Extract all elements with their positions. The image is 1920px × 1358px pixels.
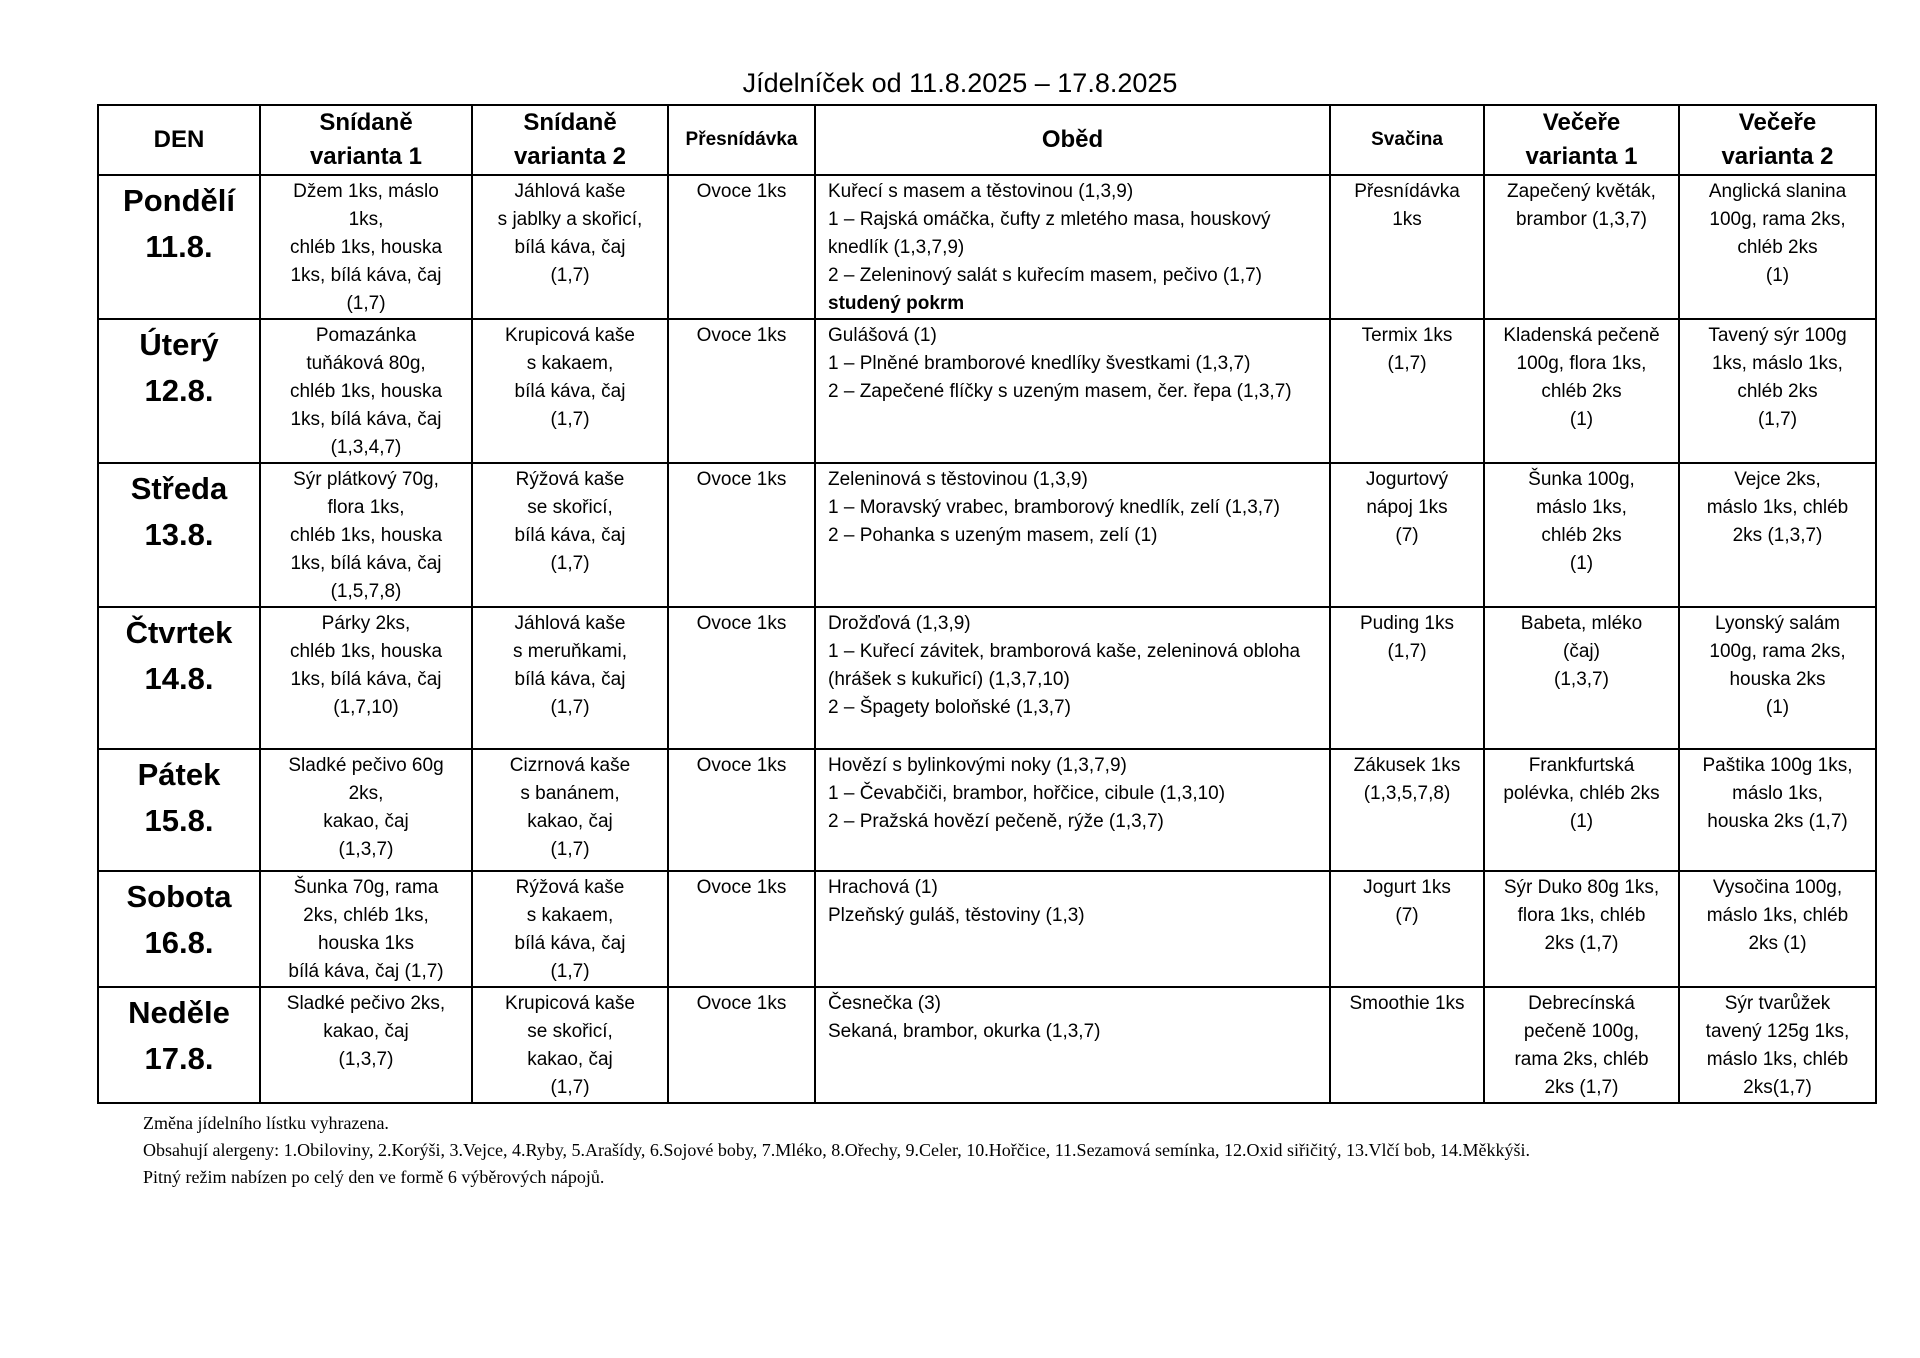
afternoon-snack-cell: Přesnídávka 1ks (1330, 175, 1484, 319)
dinner-2-cell: Anglická slanina 100g, rama 2ks, chléb 2ks (1) (1679, 175, 1876, 319)
table-row (98, 607, 1876, 749)
table-row (98, 871, 1876, 987)
dinner-1-cell: Kladenská pečeně 100g, flora 1ks, chléb 2ks (1) (1484, 319, 1679, 463)
breakfast-1-cell: Šunka 70g, rama 2ks, chléb 1ks, houska 1ks bílá káva, čaj (1,7) (260, 871, 472, 987)
morning-snack-cell: Ovoce 1ks (668, 749, 815, 871)
header-morning-snack: Přesnídávka (668, 105, 815, 175)
cold-dish-note: studený pokrm (828, 293, 965, 314)
dinner-2-cell: Vysočina 100g, máslo 1ks, chléb 2ks (1) (1679, 871, 1876, 987)
breakfast-2-cell: Rýžová kaše se skořicí, bílá káva, čaj (1,7) (472, 463, 668, 607)
afternoon-snack-cell: Zákusek 1ks (1,3,5,7,8) (1330, 749, 1484, 871)
dinner-2-cell: Vejce 2ks, máslo 1ks, chléb 2ks (1,3,7) (1679, 463, 1876, 607)
dinner-1-cell: Sýr Duko 80g 1ks, flora 1ks, chléb 2ks (1,7) (1484, 871, 1679, 987)
breakfast-1-cell: Sladké pečivo 60g 2ks, kakao, čaj (1,3,7) (260, 749, 472, 871)
day-cell: Pátek 15.8. (98, 749, 260, 871)
footer-notes (143, 1110, 1530, 1191)
day-cell: Úterý 12.8. (98, 319, 260, 463)
morning-snack-cell: Ovoce 1ks (668, 871, 815, 987)
dinner-1-cell: Babeta, mléko (čaj) (1,3,7) (1484, 607, 1679, 749)
page-title: Jídelníček od 11.8.2025 – 17.8.2025 (742, 68, 1178, 98)
breakfast-2-cell: Jáhlová kaše s jablky a skořicí, bílá káva, čaj (1,7) (472, 175, 668, 319)
morning-snack-cell: Ovoce 1ks (668, 987, 815, 1103)
table-row (98, 987, 1876, 1103)
lunch-cell: Zeleninová s těstovinou (1,3,9) 1 – Moravský vrabec, bramborový knedlík, zelí (1,3,7) 2 – Pohanka s uzeným masem, zelí (1) (815, 463, 1330, 607)
morning-snack-cell: Ovoce 1ks (668, 463, 815, 607)
afternoon-snack-cell: Smoothie 1ks (1330, 987, 1484, 1103)
breakfast-2-cell: Rýžová kaše s kakaem, bílá káva, čaj (1,7) (472, 871, 668, 987)
breakfast-2-cell: Krupicová kaše se skořicí, kakao, čaj (1,7) (472, 987, 668, 1103)
afternoon-snack-cell: Jogurt 1ks (7) (1330, 871, 1484, 987)
change-reserved-note: Změna jídelního lístku vyhrazena. (143, 1113, 389, 1133)
dinner-1-cell: Frankfurtská polévka, chléb 2ks (1) (1484, 749, 1679, 871)
afternoon-snack-cell: Jogurtový nápoj 1ks (7) (1330, 463, 1484, 607)
breakfast-1-cell: Sladké pečivo 2ks, kakao, čaj (1,3,7) (260, 987, 472, 1103)
lunch-cell: Hovězí s bylinkovými noky (1,3,7,9) 1 – Čevabčiči, brambor, hořčice, cibule (1,3,10) 2 – Pražská hovězí pečeně, rýže (1,3,7) (815, 749, 1330, 871)
lunch-cell: Kuřecí s masem a těstovinou (1,3,9) 1 – Rajská omáčka, čufty z mletého masa, houskový knedlík (1,3,7,9) 2 – Zeleninový salát s kuřecím masem, pečivo (1,7) studený pokrm (815, 175, 1330, 319)
table-row (98, 319, 1876, 463)
day-cell: Středa 13.8. (98, 463, 260, 607)
breakfast-2-cell: Cizrnová kaše s banánem, kakao, čaj (1,7) (472, 749, 668, 871)
day-cell: Čtvrtek 14.8. (98, 607, 260, 749)
dinner-1-cell: Zapečený květák, brambor (1,3,7) (1484, 175, 1679, 319)
dinner-2-cell: Sýr tvarůžek tavený 125g 1ks, máslo 1ks, chléb 2ks(1,7) (1679, 987, 1876, 1103)
dinner-1-cell: Šunka 100g, máslo 1ks, chléb 2ks (1) (1484, 463, 1679, 607)
drinking-regime-note: Pitný režim nabízen po celý den ve formě 6 výběrových nápojů. (143, 1167, 605, 1187)
breakfast-1-cell: Sýr plátkový 70g, flora 1ks, chléb 1ks, houska 1ks, bílá káva, čaj (1,5,7,8) (260, 463, 472, 607)
menu-table (97, 104, 1877, 1104)
lunch-cell: Gulášová (1) 1 – Plněné bramborové knedlíky švestkami (1,3,7) 2 – Zapečené flíčky s uzeným masem, čer. řepa (1,3,7) (815, 319, 1330, 463)
dinner-2-cell: Paštika 100g 1ks, máslo 1ks, houska 2ks (1,7) (1679, 749, 1876, 871)
lunch-cell: Drožďová (1,3,9) 1 – Kuřecí závitek, bramborová kaše, zeleninová obloha (hrášek s kukuřicí) (1,3,7,10) 2 – Špagety boloňské (1,3,7) (815, 607, 1330, 749)
table-row (98, 175, 1876, 319)
header-day: DEN (98, 105, 260, 175)
dinner-2-cell: Tavený sýr 100g 1ks, máslo 1ks, chléb 2ks (1,7) (1679, 319, 1876, 463)
day-cell: Neděle 17.8. (98, 987, 260, 1103)
header-dinner-2: Večeře varianta 2 (1679, 105, 1876, 175)
dinner-1-cell: Debrecínská pečeně 100g, rama 2ks, chléb 2ks (1,7) (1484, 987, 1679, 1103)
breakfast-1-cell: Párky 2ks, chléb 1ks, houska 1ks, bílá káva, čaj (1,7,10) (260, 607, 472, 749)
lunch-cell: Hrachová (1) Plzeňský guláš, těstoviny (1,3) (815, 871, 1330, 987)
day-cell: Pondělí 11.8. (98, 175, 260, 319)
table-row (98, 463, 1876, 607)
breakfast-1-cell: Pomazánka tuňáková 80g, chléb 1ks, houska 1ks, bílá káva, čaj (1,3,4,7) (260, 319, 472, 463)
morning-snack-cell: Ovoce 1ks (668, 607, 815, 749)
afternoon-snack-cell: Puding 1ks (1,7) (1330, 607, 1484, 749)
morning-snack-cell: Ovoce 1ks (668, 319, 815, 463)
allergen-legend: Obsahují alergeny: 1.Obiloviny, 2.Korýši, 3.Vejce, 4.Ryby, 5.Arašídy, 6.Sojové boby, 7.Mléko, 8.Ořechy, 9.Celer, 10.Hořčice, 11.Sezamová semínka, 12.Oxid siřičitý, 13.Vlčí bob, 14.Měkkýši. (143, 1140, 1530, 1160)
dinner-2-cell: Lyonský salám 100g, rama 2ks, houska 2ks (1) (1679, 607, 1876, 749)
table-row (98, 749, 1876, 871)
morning-snack-cell: Ovoce 1ks (668, 175, 815, 319)
lunch-cell: Česnečka (3) Sekaná, brambor, okurka (1,3,7) (815, 987, 1330, 1103)
header-breakfast-1: Snídaně varianta 1 (260, 105, 472, 175)
breakfast-1-cell: Džem 1ks, máslo 1ks, chléb 1ks, houska 1ks, bílá káva, čaj (1,7) (260, 175, 472, 319)
header-dinner-1: Večeře varianta 1 (1484, 105, 1679, 175)
header-lunch: Oběd (815, 105, 1330, 175)
header-afternoon-snack: Svačina (1330, 105, 1484, 175)
day-cell: Sobota 16.8. (98, 871, 260, 987)
breakfast-2-cell: Krupicová kaše s kakaem, bílá káva, čaj (1,7) (472, 319, 668, 463)
afternoon-snack-cell: Termix 1ks (1,7) (1330, 319, 1484, 463)
breakfast-2-cell: Jáhlová kaše s meruňkami, bílá káva, čaj (1,7) (472, 607, 668, 749)
header-breakfast-2: Snídaně varianta 2 (472, 105, 668, 175)
header-row (98, 105, 1876, 175)
